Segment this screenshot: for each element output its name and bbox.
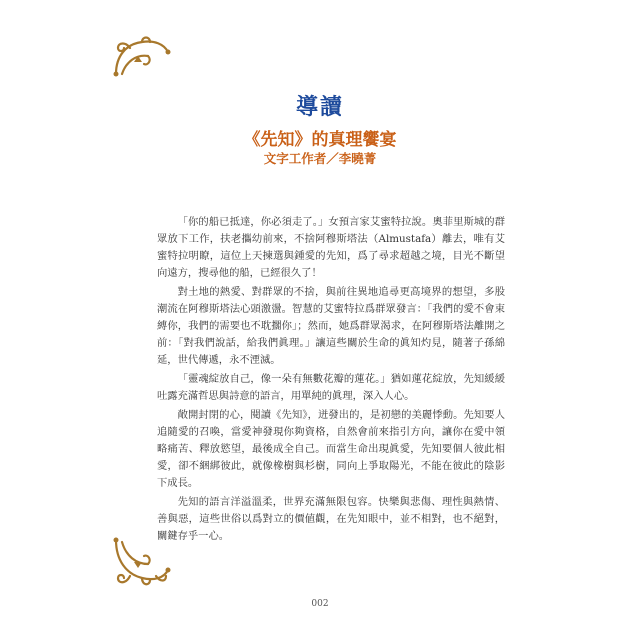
paragraph: 敞開封閉的心，閱讀《先知》，迸發出的，是初戀的美麗悸動。先知要人追隨愛的召喚，當愛神發現你夠資格，自然會前來指引方向，讓你在愛中領略痛苦、釋放慾望，最後成全自己。而當生命出現眞愛，先知要個人彼此相愛，卻不綑綁彼此，就像橡樹與杉樹，同向上爭取陽光，不能在彼此的陰影下成長。: [157, 409, 505, 489]
paragraph: 「靈魂綻放自己，像一朵有無數花瓣的蓮花。」猶如蓮花綻放，先知緩緩吐露充滿哲思與詩意的語言，用單純的眞理，深入人心。: [157, 373, 505, 402]
paragraph: 先知的語言洋溢溫柔，世界充滿無限包容。快樂與悲傷、理性與熱情、善與惡，這些世俗以爲對立的價値觀，在先知眼中，並不相對，也不絕對，關鍵存乎一心。: [157, 496, 505, 542]
paragraph: 對土地的熱愛、對群眾的不捨，與前往異地追尋更高境界的想望，多股潮流在阿穆斯塔法心頭激盪。智慧的艾蜜特拉爲群眾發言：「我們的愛不會束縛你，我們的需要也不耽擱你」；然而，她爲群眾渴求，在阿穆斯塔法離開之前：「對我們說話，給我們眞理。」讓這些關於生命的眞知灼見，隨著子孫綿延，世代傳遞，永不湮滅。: [157, 286, 505, 366]
page-title: 導讀: [295, 95, 344, 120]
author-line: 文字工作者／李曉菁: [263, 151, 377, 166]
page-number: 002: [311, 599, 329, 609]
corner-ornament-top-icon: [112, 34, 172, 80]
paragraph: 「你的船已抵達，你必須走了。」女預言家艾蜜特拉說。奧菲里斯城的群眾放下工作，扶老攜幼前來，不捨阿穆斯塔法（Almustafa）離去，唯有艾蜜特拉明瞭，這位上天揀選與鍾愛的先知，爲了尋求超越之境，目光不斷望向遠方，搜尋他的船，已經很久了！: [157, 216, 505, 279]
page-subtitle: 《先知》的真理饗宴: [243, 130, 397, 150]
corner-ornament-bottom-icon: [112, 536, 172, 594]
body-text: [157, 214, 505, 547]
